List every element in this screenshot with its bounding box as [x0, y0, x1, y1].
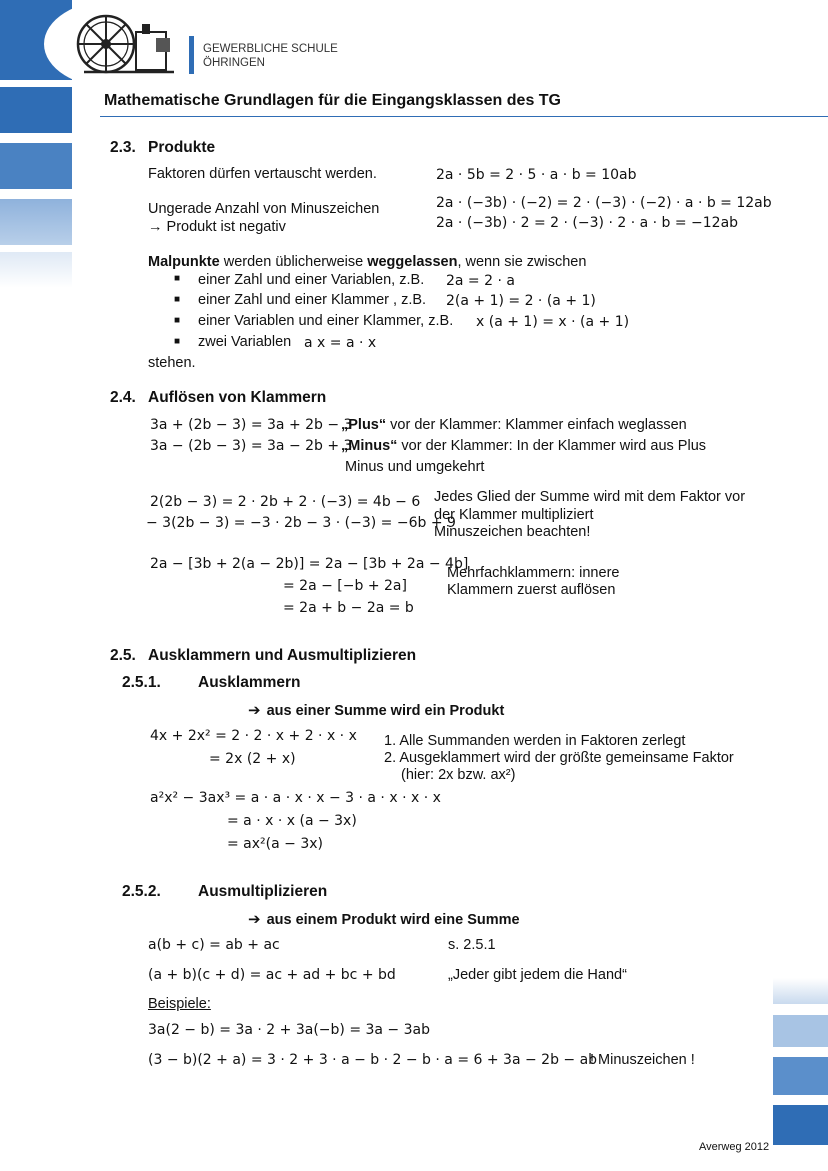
factor2-equation-2: = a · x · x (a − 3x) — [227, 813, 357, 829]
school-name-line1: GEWERBLICHE SCHULE — [203, 43, 338, 55]
left-bar-3 — [0, 143, 72, 189]
section-2-5-1-number: 2.5.1. — [122, 674, 161, 691]
bullet-icon: ■ — [174, 336, 181, 347]
product-equation-2: 2a · (−3b) · 2 = 2 · (−3) · 2 · a · b = −12ab — [436, 215, 739, 231]
minus-bracket-rule — [341, 438, 706, 454]
title-underline — [100, 116, 828, 117]
factor-note-1: 1. Alle Summanden werden in Faktoren zerlegt — [384, 733, 686, 749]
examples-heading: Beispiele: — [148, 996, 211, 1012]
header-accent-bar — [189, 36, 194, 74]
section-2-5-1-title: Ausklammern — [198, 674, 301, 691]
factor-note-2: 2. Ausgeklammert wird der größte gemeinsame Faktor — [384, 750, 734, 766]
factor-equation-1: 4x + 2x² = 2 · 2 · x + 2 · x · x — [150, 728, 357, 744]
school-logo — [44, 0, 184, 80]
odd-minus-result — [148, 219, 286, 235]
list-item-equation: x (a + 1) = x · (a + 1) — [476, 314, 630, 330]
section-2-5-2-number: 2.5.2. — [122, 883, 161, 900]
list-item-text: einer Zahl und einer Variablen, z.B. — [198, 272, 425, 288]
right-bar-2 — [773, 1015, 828, 1047]
right-bar-4 — [773, 1105, 828, 1145]
malpunkte-mid: werden üblicherweise — [219, 254, 368, 270]
minus-label: „Minus“ — [341, 438, 398, 454]
left-bar-2 — [0, 87, 72, 133]
minus-rule-text-2: Minus und umgekehrt — [345, 459, 485, 475]
distribute-note-3: Minuszeichen beachten! — [434, 524, 591, 540]
distribute-equation-2: − 3(2b − 3) = −3 · 2b − 3 · (−3) = −6b + 9 — [146, 515, 456, 531]
plus-bracket-equation: 3a + (2b − 3) = 3a + 2b − 3 — [150, 417, 353, 433]
arrow-icon: ➔ — [248, 911, 261, 928]
factoring-rule-text: aus einer Summe wird ein Produkt — [266, 703, 505, 719]
list-item-equation: a x = a · x — [304, 335, 377, 351]
section-2-5-title: Ausklammern und Ausmultiplizieren — [148, 647, 417, 664]
section-2-3-title: Produkte — [148, 139, 216, 156]
list-item-equation: 2(a + 1) = 2 · (a + 1) — [446, 293, 596, 309]
left-bar-5 — [0, 252, 72, 288]
minus-rule-text: vor der Klammer: In der Klammer wird aus Plus — [397, 438, 707, 454]
nested-note-2: Klammern zuerst auflösen — [447, 582, 616, 598]
multiply-equation-1: a(b + c) = ab + ac — [148, 937, 280, 953]
factor2-equation-3: = ax²(a − 3x) — [227, 836, 323, 852]
malpunkte-intro — [148, 254, 586, 270]
section-2-4-title: Auflösen von Klammern — [148, 389, 327, 406]
malpunkte-bold: Malpunkte — [148, 254, 220, 270]
bullet-icon: ■ — [174, 294, 181, 305]
multiply-rule-text: aus einem Produkt wird eine Summe — [266, 912, 520, 928]
footer-author: Averweg 2012 — [699, 1141, 770, 1153]
arrow-icon: → — [148, 219, 163, 235]
section-2-3-number: 2.3. — [110, 139, 136, 156]
factor-equation-2: = 2x (2 + x) — [209, 751, 296, 767]
plus-rule-text: vor der Klammer: Klammer einfach weglassen — [386, 417, 687, 433]
swap-equation: 2a · 5b = 2 · 5 · a · b = 10ab — [436, 167, 637, 183]
multiply-equation-2: (a + b)(c + d) = ac + ad + bc + bd — [148, 967, 396, 983]
factoring-rule — [248, 701, 504, 719]
swap-text: Faktoren dürfen vertauscht werden. — [148, 166, 377, 182]
nested-note-1: Mehrfachklammern: innere — [447, 565, 620, 581]
list-item-text: zwei Variablen — [198, 334, 292, 350]
example-equation-2: (3 − b)(2 + a) = 3 · 2 + 3 · a − b · 2 − b · a = 6 + 3a − 2b − ab — [148, 1052, 598, 1068]
weggelassen-bold: weggelassen — [367, 254, 458, 270]
stehen-text: stehen. — [148, 355, 196, 371]
section-2-4-number: 2.4. — [110, 389, 136, 406]
plus-bracket-rule — [341, 417, 687, 433]
multiply-reference-2: „Jeder gibt jedem die Hand“ — [448, 967, 627, 983]
factor-note-3: (hier: 2x bzw. ax²) — [401, 767, 516, 783]
minus-warning: ! Minuszeichen ! — [590, 1052, 695, 1068]
right-bar-1 — [773, 978, 828, 1004]
nested-equation-2: = 2a − [−b + 2a] — [283, 578, 407, 594]
multiply-reference-1: s. 2.5.1 — [448, 937, 496, 953]
left-bar-4 — [0, 199, 72, 245]
multiply-rule — [248, 910, 520, 928]
malpunkte-end: , wenn sie zwischen — [457, 254, 587, 270]
document-title: Mathematische Grundlagen für die Eingangsklassen des TG — [104, 92, 561, 109]
factor2-equation-1: a²x² − 3ax³ = a · a · x · x − 3 · a · x · x · x — [150, 790, 441, 806]
minus-bracket-equation: 3a − (2b − 3) = 3a − 2b + 3 — [150, 438, 353, 454]
nested-equation-3: = 2a + b − 2a = b — [283, 600, 414, 616]
odd-minus-result-text: Produkt ist negativ — [166, 219, 286, 235]
nested-equation-1: 2a − [3b + 2(a − 2b)] = 2a − [3b + 2a − 4b] — [150, 556, 469, 572]
list-item-text: einer Zahl und einer Klammer , z.B. — [198, 292, 427, 308]
list-item-equation: 2a = 2 · a — [446, 273, 515, 289]
bullet-icon: ■ — [174, 315, 181, 326]
distribute-note-1: Jedes Glied der Summe wird mit dem Faktor vor — [434, 489, 746, 505]
distribute-note-2: der Klammer multipliziert — [434, 507, 594, 523]
school-name-line2: ÖHRINGEN — [203, 57, 265, 69]
section-2-5-number: 2.5. — [110, 647, 136, 664]
distribute-equation-1: 2(2b − 3) = 2 · 2b + 2 · (−3) = 4b − 6 — [150, 494, 421, 510]
right-bar-3 — [773, 1057, 828, 1095]
bullet-icon: ■ — [174, 273, 181, 284]
example-equation-1: 3a(2 − b) = 3a · 2 + 3a(−b) = 3a − 3ab — [148, 1022, 430, 1038]
plus-label: „Plus“ — [341, 417, 387, 433]
section-2-5-2-title: Ausmultiplizieren — [198, 883, 328, 900]
arrow-icon: ➔ — [248, 702, 261, 719]
odd-minus-text: Ungerade Anzahl von Minuszeichen — [148, 201, 380, 217]
product-equation-1: 2a · (−3b) · (−2) = 2 · (−3) · (−2) · a · b = 12ab — [436, 195, 772, 211]
list-item-text: einer Variablen und einer Klammer, z.B. — [198, 313, 454, 329]
